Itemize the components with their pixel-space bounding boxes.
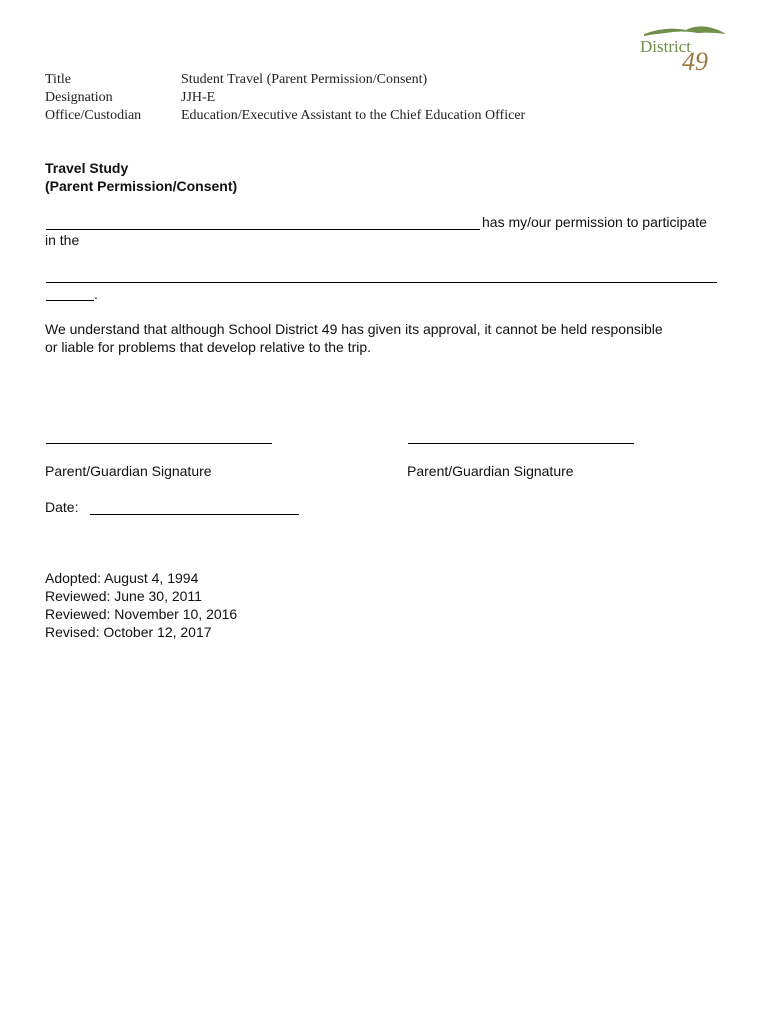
district-49-logo xyxy=(636,24,732,74)
logo-text: District xyxy=(640,37,691,56)
disclaimer-line-1: We understand that although School District 49 has given its approval, it cannot be held responsible xyxy=(45,321,663,337)
logo-number: 49 xyxy=(682,47,708,74)
date-line[interactable] xyxy=(90,514,299,515)
signature-line-2[interactable] xyxy=(408,443,634,444)
office-label: Office/Custodian xyxy=(45,108,142,123)
revised-date: Revised: October 12, 2017 xyxy=(45,624,212,640)
designation-value: JJH-E xyxy=(181,90,216,105)
adopted-date: Adopted: August 4, 1994 xyxy=(45,570,199,586)
disclaimer-line-2: or liable for problems that develop relative to the trip. xyxy=(45,339,372,355)
student-name-line[interactable] xyxy=(46,229,480,230)
title-label: Title xyxy=(45,72,71,87)
title-value: Student Travel (Parent Permission/Consent) xyxy=(181,72,428,87)
office-value: Education/Executive Assistant to the Chief Education Officer xyxy=(181,108,526,123)
mountain-logo-icon xyxy=(636,24,732,74)
reviewed-date-2: Reviewed: November 10, 2016 xyxy=(45,606,238,622)
in-the-text: in the xyxy=(45,232,80,248)
signature-label-2: Parent/Guardian Signature xyxy=(407,463,574,479)
signature-label-1: Parent/Guardian Signature xyxy=(45,463,212,479)
permission-text: has my/our permission to participate xyxy=(482,214,707,230)
signature-line-1[interactable] xyxy=(46,443,272,444)
form-heading: Travel Study xyxy=(45,160,129,176)
date-label: Date: xyxy=(45,499,79,515)
period-text: . xyxy=(94,286,98,302)
trip-name-line[interactable] xyxy=(46,282,717,283)
trip-name-line-continued[interactable] xyxy=(46,300,94,301)
reviewed-date-1: Reviewed: June 30, 2011 xyxy=(45,588,202,604)
designation-label: Designation xyxy=(45,90,113,105)
form-subheading: (Parent Permission/Consent) xyxy=(45,178,238,194)
